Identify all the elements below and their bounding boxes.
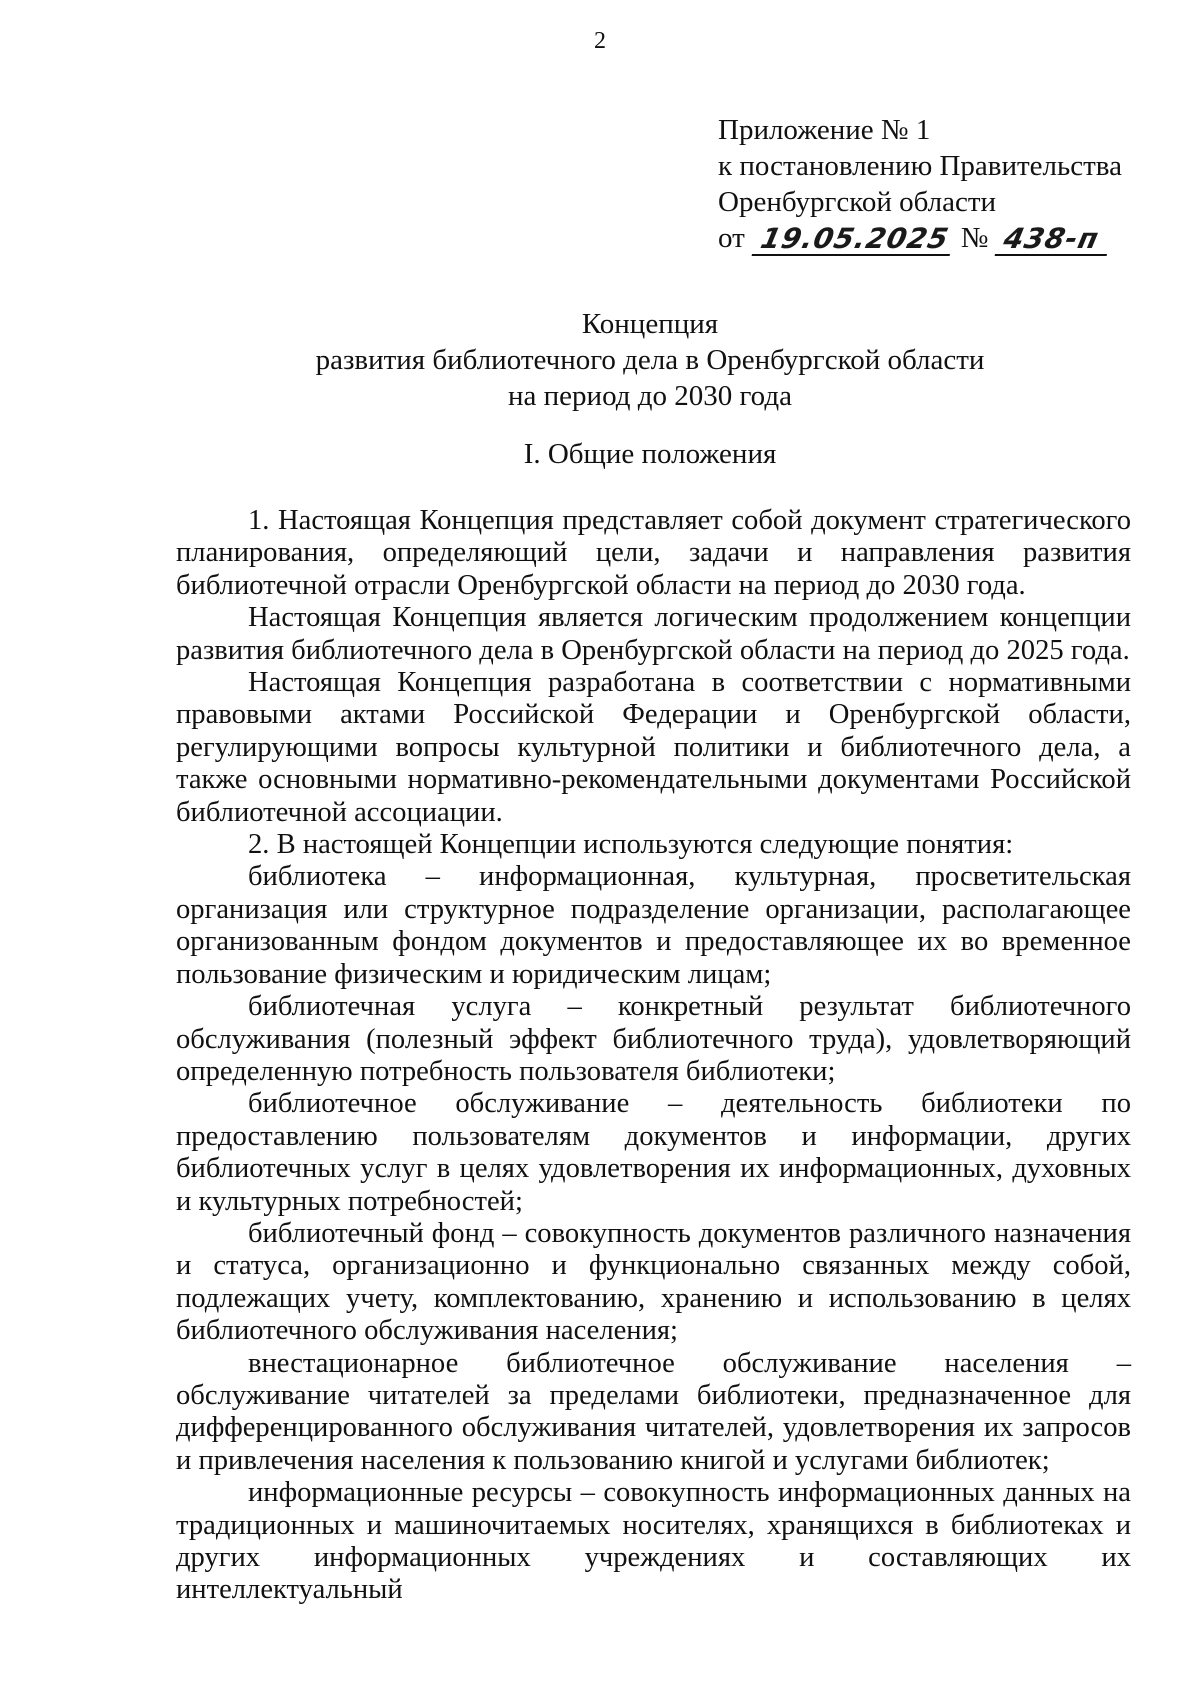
paragraph-5: библиотека – информационная, культурная, просветительская организация или структурное подразделение организации, располагающее организованным фондом документов и предоставляющее их во временное пользование физическим и юридическим лицам; [176, 861, 1131, 990]
title-line-1: Концепция [581, 308, 719, 340]
paragraph-9: внестационарное библиотечное обслуживание населения – обслуживание читателей за пределами библиотеки, предназначенное для дифференцированного обслуживания читателей, удовлетворения их запросов и привлечения населения к пользованию книгой и услугами библиотек; [176, 1347, 1131, 1476]
handwritten-date: 19.05.2025 [751, 224, 956, 256]
body-text [176, 505, 1131, 1607]
title-line-3: на период до 2030 года [508, 380, 792, 412]
number-label: № [960, 222, 989, 254]
appendix-line-3: Оренбургской области [718, 186, 997, 218]
appendix-block [718, 112, 1122, 256]
from-label: от [718, 222, 745, 254]
paragraph-7: библиотечное обслуживание – деятельность библиотеки по предоставлению пользователям документов и информации, других библиотечных услуг в целях удовлетворения их информационных, духовных и культурных потребностей; [176, 1088, 1131, 1217]
title-line-2: развития библиотечного дела в Оренбургской области [315, 344, 985, 376]
appendix-line-1: Приложение № 1 [718, 114, 931, 146]
paragraph-1: 1. Настоящая Концепция представляет собой документ стратегического планирования, определяющий цели, задачи и направления развития библиотечной отрасли Оренбургской области на период до 2030 года. [176, 505, 1131, 601]
handwritten-number: 438-п [995, 224, 1114, 256]
page-number: 2 [594, 28, 606, 54]
paragraph-3: Настоящая Концепция разработана в соответствии с нормативными правовыми актами Российской Федерации и Оренбургской области, регулирующими вопросы культурной политики и библиотечного дела, а также основными нормативно-рекомендательными документами Российской библиотечной ассоциации. [176, 667, 1131, 828]
paragraph-2: Настоящая Концепция является логическим продолжением концепции развития библиотечного дела в Оренбургской области на период до 2025 года. [176, 602, 1131, 666]
paragraph-10: информационные ресурсы – совокупность информационных данных на традиционных и машиночитаемых носителях, хранящихся в библиотеках и других информационных учреждениях и составляющих их интеллектуальный [176, 1477, 1131, 1606]
document-title [0, 306, 1200, 414]
paragraph-4: 2. В настоящей Концепции используются следующие понятия: [248, 829, 1014, 861]
appendix-line-2: к постановлению Правительства [718, 150, 1122, 182]
paragraph-6: библиотечная услуга – конкретный результат библиотечного обслуживания (полезный эффект библиотечного труда), удовлетворяющий определенную потребность пользователя библиотеки; [176, 991, 1131, 1087]
section-heading: I. Общие положения [523, 438, 777, 470]
appendix-signature-line [718, 220, 1122, 256]
paragraph-8: библиотечный фонд – совокупность документов различного назначения и статуса, организационно и функционально связанных между собой, подлежащих учету, комплектованию, хранению и использованию в целях библиотечного обслуживания населения; [176, 1217, 1131, 1347]
